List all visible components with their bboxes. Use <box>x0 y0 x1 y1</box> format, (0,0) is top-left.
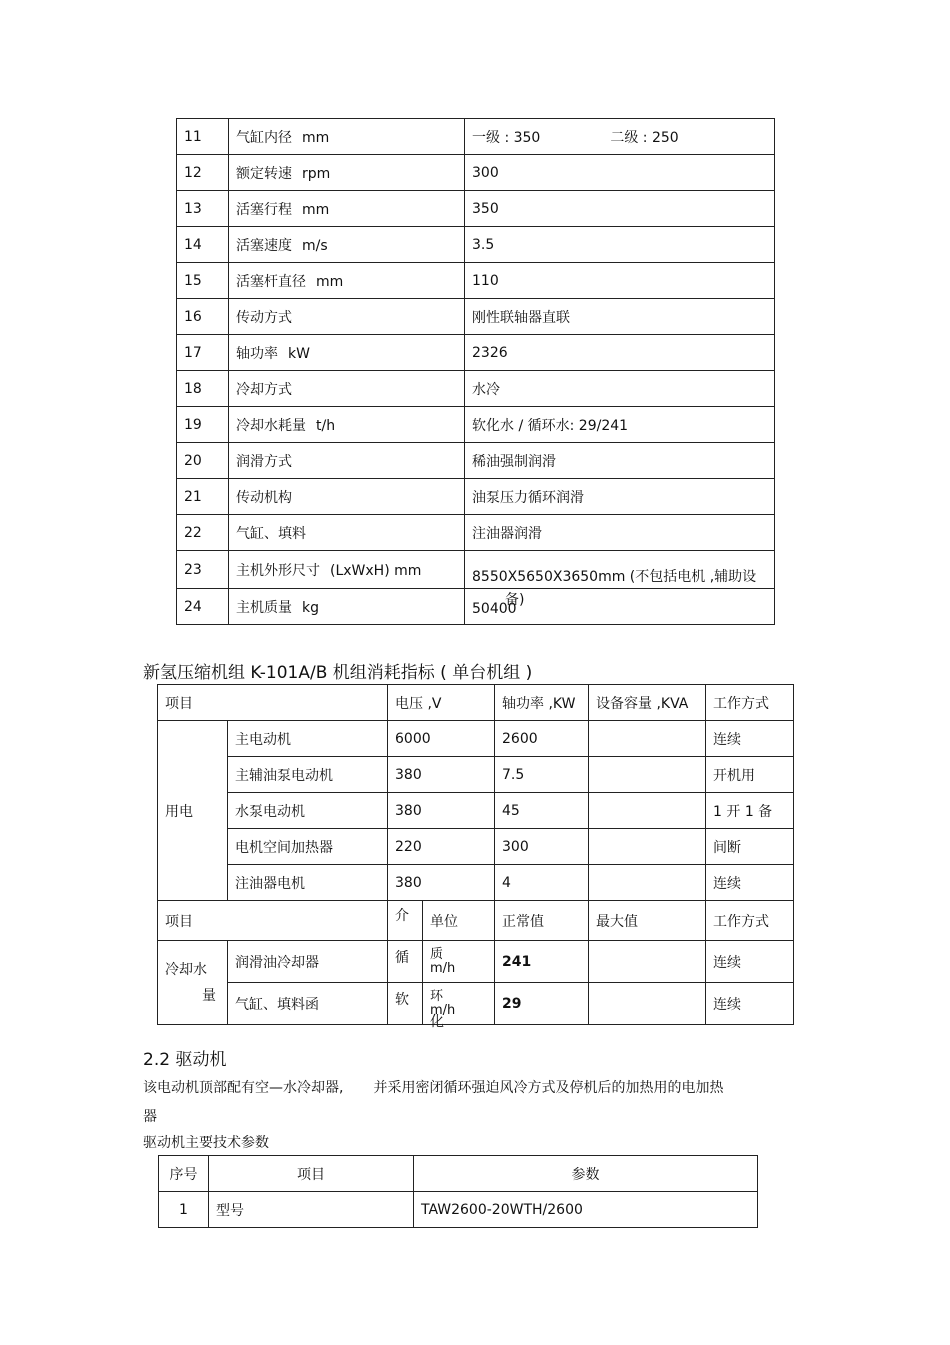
row-value <box>465 479 775 515</box>
row-value <box>465 299 775 335</box>
power-kw: 7.5 <box>495 757 589 793</box>
item-label: 气缸、填料 <box>236 525 306 542</box>
value-text: 50400 <box>472 600 517 617</box>
header2-medium: 介 <box>388 901 423 941</box>
table-row <box>177 299 775 335</box>
table-row <box>177 119 775 155</box>
row-item <box>229 515 465 551</box>
water-name: 润滑油冷却器 <box>228 941 388 983</box>
row-value <box>465 335 775 371</box>
row-value <box>465 407 775 443</box>
value-text: 刚性联轴器直联 <box>472 309 570 326</box>
table-row <box>158 757 794 793</box>
header-capacity: 设备容量 ,KVA <box>589 685 706 721</box>
water-normal: 241 <box>495 941 589 983</box>
power-name: 电机空间加热器 <box>228 829 388 865</box>
table-row <box>158 901 794 941</box>
item-label: 活塞速度 <box>236 237 292 254</box>
power-voltage: 380 <box>388 865 495 901</box>
row-number: 16 <box>177 299 229 335</box>
row-no: 1 <box>159 1192 209 1228</box>
table-row <box>177 227 775 263</box>
item-label: 润滑方式 <box>236 453 292 470</box>
row-value <box>465 515 775 551</box>
power-kw: 300 <box>495 829 589 865</box>
value-text: 110 <box>472 272 499 289</box>
power-mode: 连续 <box>706 865 794 901</box>
table-row <box>177 371 775 407</box>
table-row <box>177 479 775 515</box>
water-mode: 连续 <box>706 941 794 983</box>
power-voltage: 380 <box>388 757 495 793</box>
power-capacity <box>589 757 706 793</box>
water-unit <box>423 941 495 983</box>
item-unit: rpm <box>302 165 331 182</box>
overflow-text: 化 <box>430 1014 444 1030</box>
header-no: 序号 <box>159 1156 209 1192</box>
item-unit: kg <box>302 599 319 616</box>
row-number: 21 <box>177 479 229 515</box>
row-value <box>465 443 775 479</box>
row-item <box>229 443 465 479</box>
row-param: TAW2600-20WTH/2600 <box>414 1192 758 1228</box>
item-label: 主机质量 <box>236 599 292 616</box>
row-number: 13 <box>177 191 229 227</box>
section-heading: 2.2 驱动机 <box>143 1050 227 1070</box>
row-item <box>229 551 465 589</box>
row-item <box>229 119 465 155</box>
item-unit: kW <box>288 345 310 362</box>
header2-max: 最大值 <box>589 901 706 941</box>
item-unit: mm <box>302 129 330 146</box>
group-water-label <box>158 941 228 1025</box>
table-row <box>177 263 775 299</box>
power-capacity <box>589 865 706 901</box>
header2-unit: 单位 <box>423 901 495 941</box>
row-number: 22 <box>177 515 229 551</box>
item-label: 传动机构 <box>236 489 292 506</box>
row-value <box>465 371 775 407</box>
item-unit: m/s <box>302 237 328 254</box>
item-unit: mm <box>302 201 330 218</box>
paragraph-part-b: 并采用密闭循环强迫风冷方式及停机后的加热用的电加热 <box>373 1080 724 1096</box>
item-label: 气缸内径 <box>236 129 292 146</box>
row-value <box>465 589 775 625</box>
row-item <box>229 371 465 407</box>
value-text: 2326 <box>472 344 508 361</box>
water-medium: 软 <box>388 983 423 1025</box>
power-capacity <box>589 721 706 757</box>
value-text: 8550X5650X3650mm (不包括电机 ,辅助设 <box>472 569 757 585</box>
water-unit-top: 环 <box>430 988 444 1004</box>
header2-item: 项目 <box>158 901 388 941</box>
value-text: 水冷 <box>472 381 500 398</box>
header-item: 项目 <box>209 1156 414 1192</box>
table-row <box>177 155 775 191</box>
power-name: 水泵电动机 <box>228 793 388 829</box>
row-value <box>465 155 775 191</box>
section-paragraph <box>143 1074 783 1132</box>
group-water-line1: 冷却水 <box>165 961 207 978</box>
row-number: 19 <box>177 407 229 443</box>
water-unit-value: m/h <box>430 1002 456 1018</box>
header2-normal: 正常值 <box>495 901 589 941</box>
table-row <box>177 443 775 479</box>
row-number: 20 <box>177 443 229 479</box>
row-number: 11 <box>177 119 229 155</box>
row-item <box>229 263 465 299</box>
power-name: 主辅油泵电动机 <box>228 757 388 793</box>
power-kw: 45 <box>495 793 589 829</box>
item-label: 轴功率 <box>236 345 278 362</box>
water-max <box>589 941 706 983</box>
water-name: 气缸、填料函 <box>228 983 388 1025</box>
row-value <box>465 227 775 263</box>
table-row <box>158 721 794 757</box>
power-kw: 2600 <box>495 721 589 757</box>
header-param: 参数 <box>414 1156 758 1192</box>
paragraph-part-c: 器 <box>143 1109 157 1125</box>
paragraph-part-a: 该电动机顶部配有空—水冷却器, <box>143 1080 344 1096</box>
row-number: 14 <box>177 227 229 263</box>
item-unit: (LxWxH) mm <box>330 562 422 579</box>
row-value <box>465 191 775 227</box>
value-text: 注油器润滑 <box>472 525 542 542</box>
table-row <box>158 941 794 983</box>
table-row <box>158 685 794 721</box>
row-item: 型号 <box>209 1192 414 1228</box>
power-name: 主电动机 <box>228 721 388 757</box>
water-medium: 循 <box>388 941 423 983</box>
power-mode: 连续 <box>706 721 794 757</box>
value-text: 3.5 <box>472 236 495 253</box>
compressor-parameters-table <box>176 118 775 625</box>
item-label: 冷却方式 <box>236 381 292 398</box>
row-item <box>229 335 465 371</box>
row-item <box>229 589 465 625</box>
water-unit-top: 质 <box>430 946 444 962</box>
table-row <box>158 793 794 829</box>
row-item <box>229 299 465 335</box>
value-text: 一级 : 350 <box>472 129 541 146</box>
row-item <box>229 479 465 515</box>
table-row <box>177 407 775 443</box>
power-voltage: 220 <box>388 829 495 865</box>
row-number: 15 <box>177 263 229 299</box>
table-row <box>177 589 775 625</box>
table-row <box>158 983 794 1025</box>
row-value <box>465 263 775 299</box>
row-number: 23 <box>177 551 229 589</box>
table-row <box>177 551 775 589</box>
water-max <box>589 983 706 1025</box>
item-label: 传动方式 <box>236 309 292 326</box>
row-number: 12 <box>177 155 229 191</box>
value-text: 300 <box>472 164 499 181</box>
consumption-table <box>157 684 794 1025</box>
value-text: 油泵压力循环润滑 <box>472 489 584 506</box>
row-number: 24 <box>177 589 229 625</box>
power-mode: 1 开 1 备 <box>706 793 794 829</box>
drive-parameters-table <box>158 1155 758 1228</box>
table-row <box>159 1156 758 1192</box>
header-voltage: 电压 ,V <box>388 685 495 721</box>
row-item <box>229 191 465 227</box>
table-row <box>158 865 794 901</box>
power-mode: 开机用 <box>706 757 794 793</box>
table-row <box>159 1192 758 1228</box>
table-row <box>177 191 775 227</box>
header-item: 项目 <box>158 685 388 721</box>
value-text-secondary: 二级 : 250 <box>610 129 679 146</box>
table-row <box>177 335 775 371</box>
row-item <box>229 407 465 443</box>
table-row <box>177 515 775 551</box>
row-item <box>229 155 465 191</box>
value-text: 软化水 / 循环水: 29/241 <box>472 417 629 434</box>
power-capacity <box>589 829 706 865</box>
table-row <box>158 829 794 865</box>
row-number: 18 <box>177 371 229 407</box>
group-water-line2: 量 <box>202 987 216 1004</box>
group-power-label: 用电 <box>158 721 228 901</box>
power-voltage: 6000 <box>388 721 495 757</box>
item-unit: mm <box>316 273 344 290</box>
row-value <box>465 551 775 589</box>
water-unit-value: m/h <box>430 960 456 976</box>
water-normal: 29 <box>495 983 589 1025</box>
power-name: 注油器电机 <box>228 865 388 901</box>
row-number: 17 <box>177 335 229 371</box>
item-label: 活塞杆直径 <box>236 273 306 290</box>
row-item <box>229 227 465 263</box>
item-label: 额定转速 <box>236 165 292 182</box>
value-text: 350 <box>472 200 499 217</box>
item-unit: t/h <box>316 417 336 434</box>
power-capacity <box>589 793 706 829</box>
header-mode: 工作方式 <box>706 685 794 721</box>
value-text: 稀油强制润滑 <box>472 453 556 470</box>
item-label: 活塞行程 <box>236 201 292 218</box>
consumption-table-title: 新氢压缩机组 K-101A/B 机组消耗指标 ( 单台机组 ) <box>143 663 533 683</box>
header-power: 轴功率 ,KW <box>495 685 589 721</box>
item-label: 冷却水耗量 <box>236 417 306 434</box>
power-voltage: 380 <box>388 793 495 829</box>
item-label: 主机外形尺寸 <box>236 562 320 579</box>
water-mode: 连续 <box>706 983 794 1025</box>
table-caption: 驱动机主要技术参数 <box>143 1135 269 1151</box>
power-kw: 4 <box>495 865 589 901</box>
row-value <box>465 119 775 155</box>
value-overlap-text: 备) <box>505 592 525 608</box>
power-mode: 间断 <box>706 829 794 865</box>
header2-mode: 工作方式 <box>706 901 794 941</box>
